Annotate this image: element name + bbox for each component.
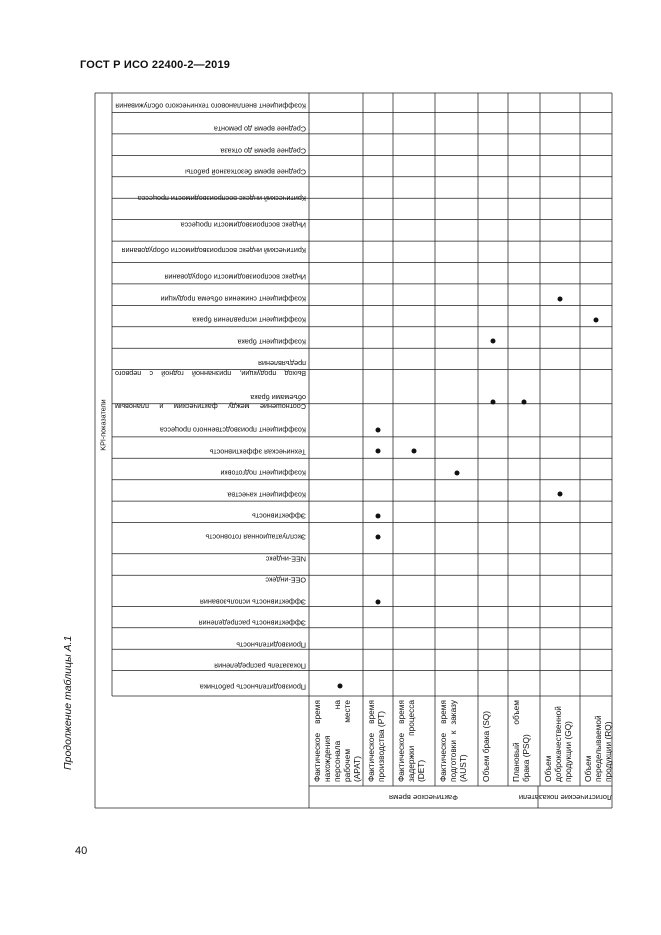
mark-dot <box>491 400 496 405</box>
column-group-header: Логистические показатели <box>518 793 612 802</box>
column-header: Фактическое время производства (PT) <box>366 700 386 782</box>
column-header: Объем брака (SQ) <box>481 711 491 782</box>
row-label: Коэффициент качества <box>227 490 306 500</box>
mark-dot <box>454 470 459 475</box>
row-label: Коэффициент производственного процесса <box>159 425 306 435</box>
row-label: Индекс воспроизводимости оборудования <box>164 272 306 282</box>
row-label: Эффективность использования <box>199 597 306 607</box>
mark-dot <box>491 339 496 344</box>
row-label: Производительность <box>236 640 306 650</box>
column-header: Фактическое время задержки процесса (DET) <box>396 700 426 782</box>
row-label: Среднее время безотказной работы <box>185 167 306 177</box>
mark-dot <box>338 684 343 689</box>
column-header: Фактическое время нахождения персонала на рабочем месте (APAT) <box>312 700 362 782</box>
row-label: Техническая эффективность <box>209 447 306 457</box>
column-header: Плановый объем брака (PSQ) <box>511 700 531 782</box>
kpi-group-label: KPI-показатели <box>98 399 108 451</box>
column-group-header: Фактическое время <box>389 793 458 802</box>
row-label: Критический индекс воспроизводимости оборудования <box>121 246 306 256</box>
row-label: Эффективность распределения <box>198 618 306 628</box>
row-label: Коэффициент брака <box>237 337 306 347</box>
mark-dot <box>376 513 381 518</box>
row-label: Производительность работника <box>199 682 306 691</box>
mark-dot <box>412 449 417 454</box>
mark-dot <box>376 428 381 433</box>
row-label: NEE-индекс <box>265 554 306 564</box>
mark-dot <box>594 317 599 322</box>
page-number: 40 <box>75 845 88 857</box>
mark-dot <box>558 492 563 497</box>
document-header: ГОСТ Р ИСО 22400-2—2019 <box>80 59 231 71</box>
row-label: Соотношение между фактическим и плановым объемами брака <box>115 393 306 412</box>
column-header: Объем доброкачественной продукции (GQ) <box>543 706 573 782</box>
row-label: Коэффициент исправления брака <box>192 315 306 325</box>
row-label: Эксплуатационная готовность <box>205 532 306 542</box>
mark-dot <box>522 400 527 405</box>
row-label: Показатель распределения <box>214 661 306 671</box>
mark-dot <box>376 449 381 454</box>
row-label: Коэффициент подготовки <box>220 468 306 478</box>
row-label: Выход продукции, признанной годной с первого предъявления <box>115 359 306 379</box>
column-header: Фактическое время подготовки к заказу (AUST) <box>438 700 468 782</box>
row-label: Коэффициент снижения объема продукции <box>160 294 306 304</box>
row-label: Критический индекс воспроизводимости процесса <box>137 193 306 203</box>
continuation-label: Продолжение таблицы А.1 <box>62 635 74 770</box>
row-label: Индекс воспроизводимости процесса <box>180 220 306 230</box>
mark-dot <box>376 599 381 604</box>
row-label: OEE-индекс <box>265 575 306 585</box>
row-label: Среднее время до ремонта <box>213 124 306 134</box>
row-label: Эффективность <box>252 511 306 521</box>
row-label: Коэффициент внепланового технического обслуживания <box>115 101 306 111</box>
mark-dot <box>376 535 381 540</box>
mark-dot <box>558 296 563 301</box>
column-header: Объем переделываемой продукции (RQ) <box>583 715 613 782</box>
row-label: Среднее время до отказа <box>220 146 306 156</box>
